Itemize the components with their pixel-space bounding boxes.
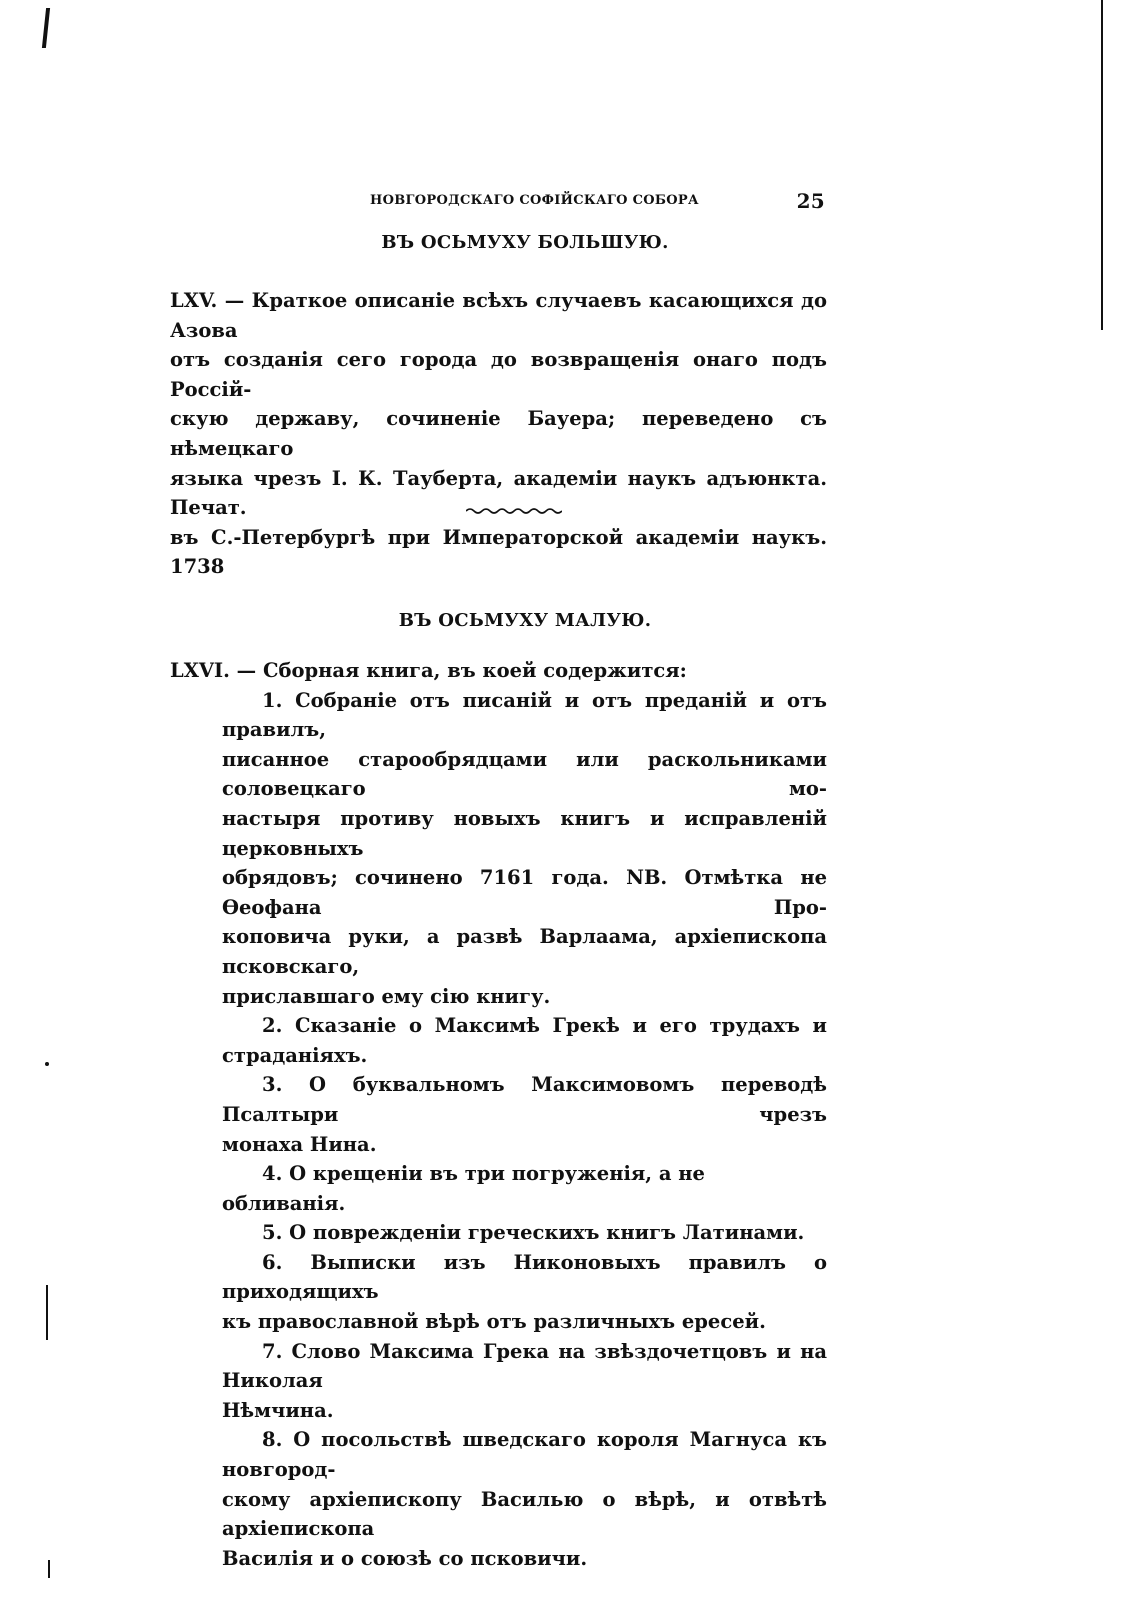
item-line: Василія и о союзѣ со псковичи. (222, 1546, 588, 1570)
item-line: Нѣмчина. (222, 1398, 334, 1422)
running-title: НОВГОРОДСКАГО СОФІЙСКАГО СОБОРА (370, 193, 699, 208)
item-line: 4. О крещеніи въ три погруженія, а не обливанія. (222, 1162, 705, 1215)
item-line: скому архіепископу Василью о вѣрѣ, и отвѣтѣ архіепископа (222, 1487, 827, 1541)
list-item (222, 686, 827, 1012)
entry-line: отъ созданія сего города до возвращенія онаго подъ Россій- (170, 348, 827, 401)
item-line: 2. Сказаніе о Максимѣ Грекѣ и его трудахъ и страданіяхъ. (222, 1014, 827, 1067)
item-line: писанное старообрядцами или раскольниками соловецкаго мо- (222, 747, 827, 801)
item-line: монаха Нина. (222, 1132, 377, 1156)
list-item (222, 1070, 827, 1159)
entry-line: LXV. — Краткое описаніе всѣхъ случаевъ касающихся до Азова (170, 289, 827, 342)
scan-dot (45, 1062, 49, 1066)
scan-mark-left-bottom (48, 1560, 50, 1578)
item-line: 3. О буквальномъ Максимовомъ переводѣ Псалтыри чрезъ (222, 1073, 827, 1126)
list-item (222, 1159, 827, 1218)
item-line: обрядовъ; сочинено 7161 года. NB. Отмѣтка не Ѳеофана Про- (222, 866, 827, 919)
list-item (222, 1425, 827, 1573)
scan-mark-right-edge (1101, 0, 1103, 330)
item-line: приславшаго ему сію книгу. (222, 984, 551, 1008)
page-number: 25 (796, 189, 825, 213)
ornamental-divider (466, 506, 562, 516)
scan-mark-top-left (42, 8, 50, 48)
section-heading-small-octavo: ВЪ ОСЬМУХУ МАЛУЮ. (398, 610, 652, 631)
item-line: къ православной вѣрѣ отъ различныхъ ересей. (222, 1310, 766, 1334)
entry-lxvi (170, 656, 827, 1573)
item-line: 7. Слово Максима Грека на звѣздочетцовъ и на Николая (222, 1339, 827, 1393)
item-line: 8. О посольствѣ шведскаго короля Магнуса къ новгород- (222, 1428, 827, 1482)
entry-line: скую державу, сочиненіе Бауера; переведено съ нѣмецкаго (170, 407, 827, 460)
item-line: настыря противу новыхъ книгъ и исправленій церковныхъ (222, 806, 827, 860)
item-line: 6. Выписки изъ Никоновыхъ правилъ о приходящихъ (222, 1250, 827, 1304)
item-list (222, 686, 827, 1574)
entry-lxv (170, 286, 827, 582)
list-item (222, 1218, 827, 1248)
section-heading-large-octavo: ВЪ ОСЬМУХУ БОЛЬШУЮ. (381, 232, 669, 253)
scan-mark-left-lower (46, 1285, 48, 1340)
list-item (222, 1248, 827, 1337)
entry-line: въ С.-Петербургѣ при Императорской академіи наукъ. 1738 (170, 525, 827, 579)
list-item (222, 1011, 827, 1070)
item-line: 5. О поврежденіи греческихъ книгъ Латинами. (262, 1221, 805, 1245)
entry-line: языка чрезъ І. К. Тауберта, академіи наукъ адъюнкта. Печат. (170, 466, 827, 520)
list-item (222, 1337, 827, 1426)
item-line: коповича руки, а развѣ Варлаама, архіепископа псковскаго, (222, 925, 827, 978)
item-line: 1. Собраніе отъ писаній и отъ преданій и отъ правилъ, (222, 688, 827, 742)
entry-intro: LXVI. — Сборная книга, въ коей содержится: (170, 659, 687, 682)
